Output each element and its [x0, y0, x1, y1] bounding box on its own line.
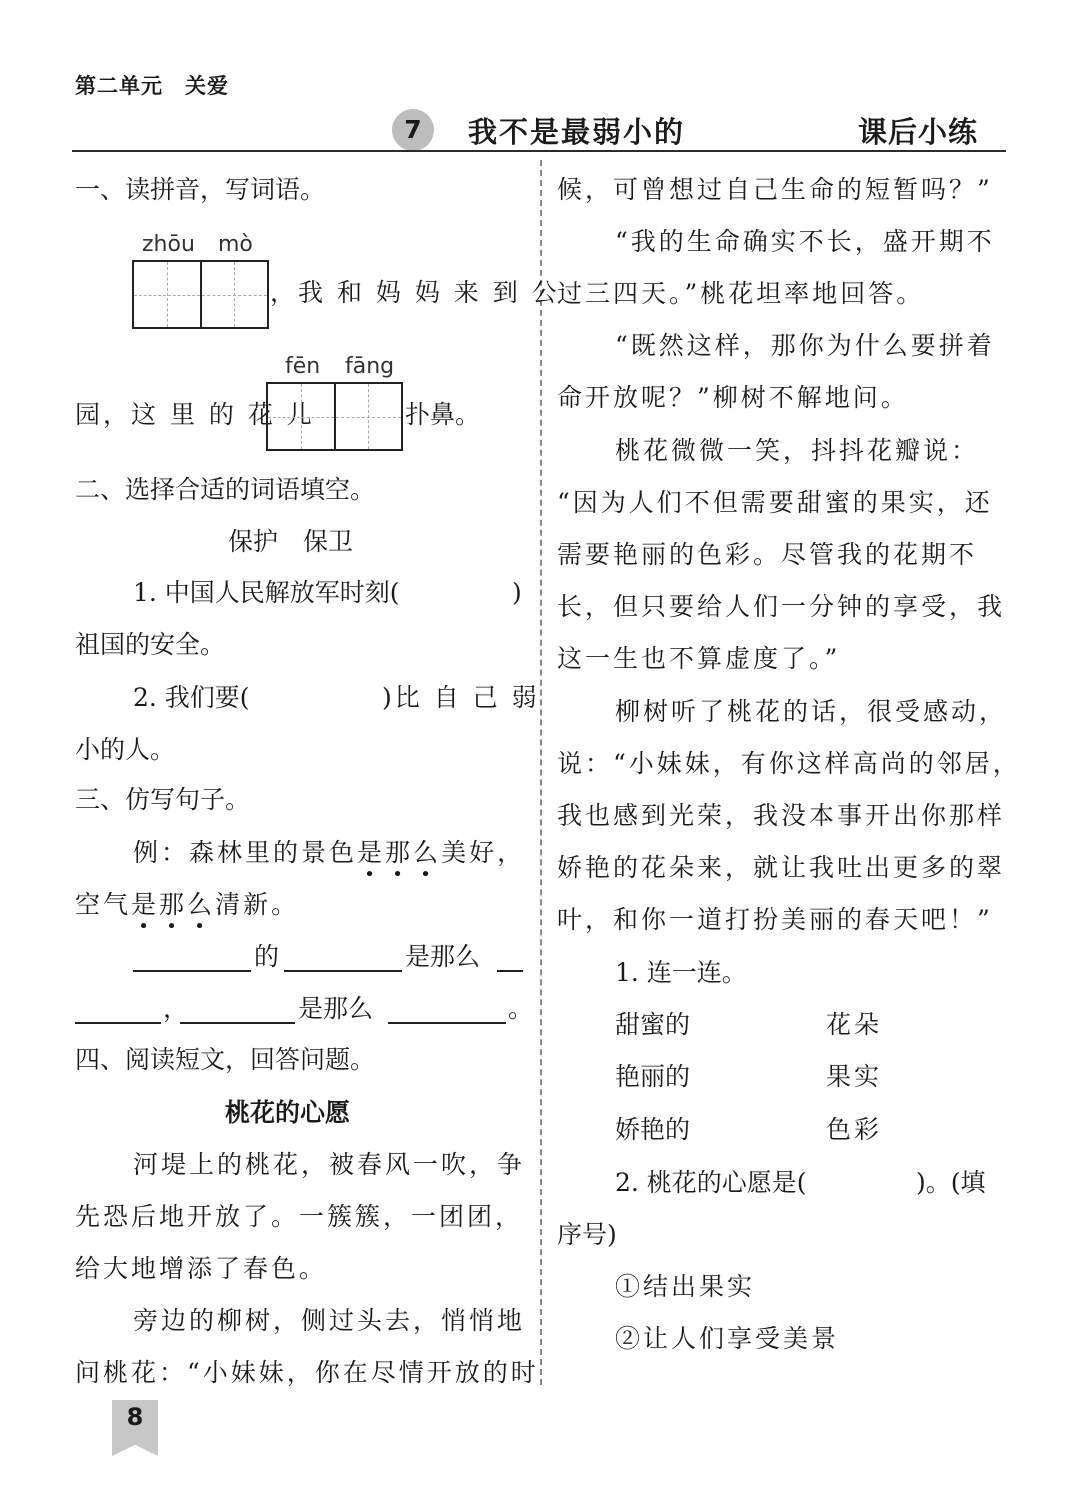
- example-line2-prefix: 空气: [75, 890, 132, 919]
- story-line: 娇艳的花朵来，就让我吐出更多的翠: [557, 853, 1006, 882]
- fill-blank[interactable]: [388, 1022, 506, 1024]
- fill-de: 的: [254, 942, 280, 971]
- dotted-char: 那: [385, 838, 414, 867]
- story-line: 先恐后地开放了。一簇簇，一团团，: [75, 1202, 524, 1231]
- answer-option[interactable]: ②让人们享受美景: [615, 1324, 840, 1353]
- match-right-item[interactable]: 果实: [826, 1062, 883, 1091]
- grid-cell[interactable]: [268, 384, 336, 449]
- pinyin-fang: fāng: [345, 354, 395, 379]
- q1-text-line2: 祖国的安全。: [75, 630, 226, 659]
- example-sentence-line2: [75, 890, 299, 920]
- sentence2-prefix: 园，这 里 的 花 儿: [75, 400, 315, 429]
- story-line: 河堤上的桃花，被春风一吹，争: [133, 1150, 526, 1179]
- q1-paren-close: ): [512, 578, 522, 607]
- pinyin-mo: mò: [218, 232, 253, 257]
- story-line: “既然这样，那你为什么要拼着: [615, 331, 995, 360]
- pinyin-fen: fēn: [285, 354, 321, 379]
- page-number: 8: [126, 1403, 144, 1431]
- fill-blank[interactable]: [180, 1022, 295, 1024]
- fill-blank[interactable]: [75, 1022, 161, 1024]
- example-mid: 美好，: [441, 838, 526, 867]
- fill-comma: ，: [163, 994, 189, 1023]
- example-prefix: 例：森林里的景色: [133, 838, 358, 867]
- reading-q2: 2. 桃花的心愿是(: [615, 1168, 807, 1197]
- sentence1-text: ，我 和 妈 妈 来 到 公: [270, 278, 560, 307]
- fill-blank[interactable]: [497, 970, 523, 972]
- story-line: 候，可曾想过自己生命的短暂吗？”: [557, 175, 993, 204]
- column-divider: [540, 160, 542, 1385]
- dotted-char: 是: [357, 838, 386, 867]
- story-line: 叶，和你一道打扮美丽的春天吧！”: [557, 905, 993, 934]
- section4-title: 四、阅读短文，回答问题。: [75, 1045, 376, 1074]
- grid-cell[interactable]: [134, 262, 202, 327]
- section1-title: 一、读拼音，写词语。: [75, 175, 326, 204]
- story-line: 我也感到光荣，我没本事开出你那样: [557, 801, 1006, 830]
- q1-text: 1. 中国人民解放军时刻(: [133, 578, 400, 607]
- header-rule: [72, 150, 1006, 152]
- example-line2-suffix: 清新。: [215, 890, 300, 919]
- story-line: 这一生也不算虚度了。”: [557, 644, 841, 673]
- lesson-title: 我不是最弱小的: [468, 115, 686, 149]
- match-left-item[interactable]: 甜蜜的: [615, 1010, 691, 1039]
- story-line: 柳树听了桃花的话，很受感动，: [615, 697, 1008, 726]
- dotted-char: 那: [159, 890, 188, 919]
- pinyin-zhou: zhōu: [142, 232, 195, 257]
- story-line: 长，但只要给人们一分钟的享受，我: [557, 592, 1006, 621]
- match-left-item[interactable]: 娇艳的: [615, 1115, 691, 1144]
- grid-cell[interactable]: [336, 384, 402, 449]
- example-sentence: [133, 838, 525, 868]
- story-line: “我的生命确实不长，盛开期不: [615, 227, 995, 256]
- story-line: 给大地增添了春色。: [75, 1254, 328, 1283]
- fill-shinamo: 是那么: [405, 942, 481, 971]
- word-options: 保护 保卫: [228, 527, 354, 556]
- match-right-item[interactable]: 色彩: [826, 1115, 883, 1144]
- grid-cell[interactable]: [202, 262, 268, 327]
- unit-label: 第二单元 关爱: [75, 74, 229, 98]
- dotted-char: 么: [413, 838, 442, 867]
- sentence2-suffix: 扑鼻。: [405, 400, 481, 429]
- fill-blank[interactable]: [133, 970, 251, 972]
- reading-q2-suffix: )。(填: [916, 1168, 986, 1197]
- fill-blank[interactable]: [284, 970, 402, 972]
- reading-q2-line2: 序号): [557, 1220, 617, 1249]
- lesson-number-badge: 7: [392, 109, 434, 151]
- fill-period: 。: [508, 994, 534, 1023]
- story-line: 命开放呢？”柳树不解地问。: [557, 383, 909, 412]
- answer-grid-fenfang[interactable]: [266, 382, 403, 451]
- story-line: 桃花微微一笑，抖抖花瓣说：: [615, 436, 980, 465]
- fill-shinamo2: 是那么: [298, 994, 374, 1023]
- q2-text-suffix: )比 自 己 弱: [382, 683, 540, 712]
- reading-q1: 1. 连一连。: [615, 958, 747, 987]
- dotted-char: 么: [187, 890, 216, 919]
- q2-text-prefix: 2. 我们要(: [133, 683, 250, 712]
- story-line: 说：“小妹妹，有你这样高尚的邻居，: [557, 749, 1021, 778]
- story-line: 过三四天。”桃花坦率地回答。: [557, 279, 925, 308]
- story-line: 需要艳丽的色彩。尽管我的花期不: [557, 540, 978, 569]
- story-title: 桃花的心愿: [225, 1098, 351, 1127]
- lesson-tag: 课后小练: [858, 115, 979, 149]
- story-line: “因为人们不但需要甜蜜的果实，还: [557, 488, 993, 517]
- q2-text-line2: 小的人。: [75, 735, 176, 764]
- match-right-item[interactable]: 花朵: [826, 1010, 883, 1039]
- story-line: 旁边的柳树，侧过头去，悄悄地: [133, 1306, 526, 1335]
- story-line: 问桃花：“小妹妹，你在尽情开放的时: [75, 1358, 539, 1387]
- answer-grid-zhoumo[interactable]: [132, 260, 269, 329]
- answer-option[interactable]: ①结出果实: [615, 1272, 756, 1301]
- match-left-item[interactable]: 艳丽的: [615, 1062, 691, 1091]
- dotted-char: 是: [131, 890, 160, 919]
- section3-title: 三、仿写句子。: [75, 785, 251, 814]
- section2-title: 二、选择合适的词语填空。: [75, 475, 376, 504]
